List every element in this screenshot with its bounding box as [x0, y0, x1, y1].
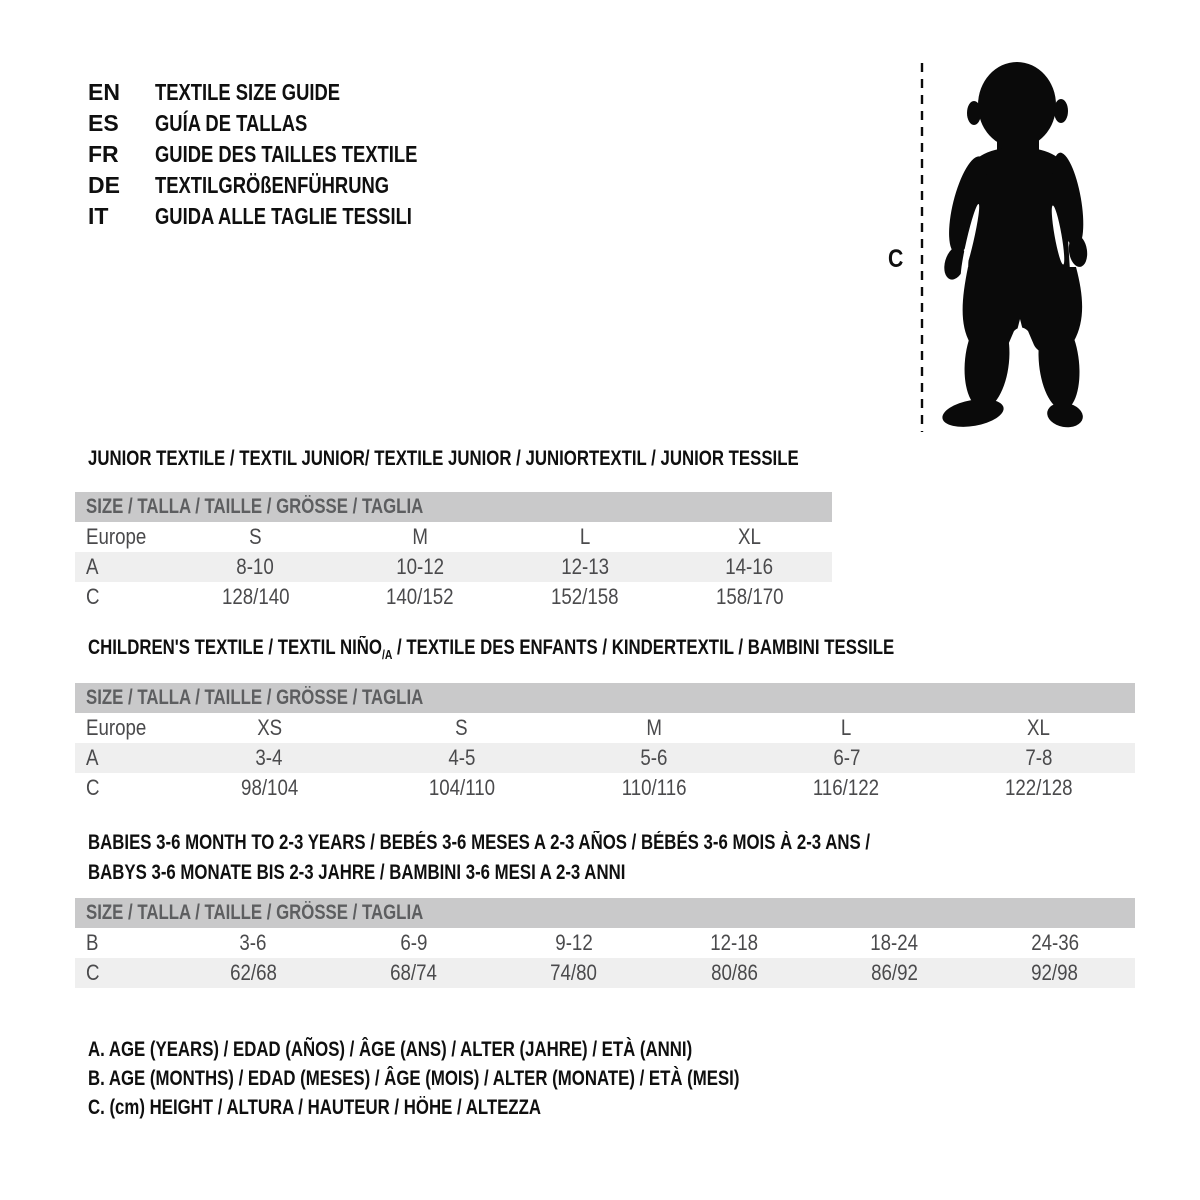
legend-line-b: B. AGE (MONTHS) / EDAD (MESES) / ÂGE (MOIS) / ALTER (MONATE) / ETÀ (MESI): [88, 1067, 740, 1090]
toddler-silhouette-image: [880, 55, 1110, 440]
legend-line-c: C. (cm) HEIGHT / ALTURA / HAUTEUR / HÖHE / ALTEZZA: [88, 1096, 541, 1119]
table-cell: 3-4: [255, 745, 283, 770]
row-label: Europe: [86, 715, 147, 740]
language-title: TEXTILE SIZE GUIDE: [155, 79, 341, 105]
row-label: C: [86, 960, 100, 985]
table-cell: 8-10: [236, 554, 275, 579]
row-label: C: [86, 775, 100, 800]
section-title-children-post: / TEXTILE DES ENFANTS / KINDERTEXTIL / BAMBINI TESSILE: [392, 636, 895, 659]
language-title: TEXTILGRÖßENFÜHRUNG: [155, 172, 390, 198]
children-size-table-body: [75, 713, 1135, 803]
table-cell: XL: [1027, 715, 1051, 740]
size-table-header-label: SIZE / TALLA / TAILLE / GRÖSSE / TAGLIA: [86, 495, 424, 518]
language-code: ES: [88, 110, 119, 136]
table-row: [75, 582, 832, 612]
table-cell: 140/152: [386, 584, 454, 609]
table-cell: 92/98: [1031, 960, 1079, 985]
junior-size-table: [75, 492, 832, 612]
table-row: [75, 958, 1135, 988]
measure-legend: [88, 1035, 902, 1122]
language-code: DE: [88, 172, 120, 198]
language-code: EN: [88, 79, 120, 105]
section-title-children: [88, 635, 894, 661]
table-cell: 68/74: [390, 960, 437, 985]
table-cell: 74/80: [550, 960, 598, 985]
language-code: IT: [88, 203, 109, 229]
table-cell: 110/116: [621, 775, 687, 800]
language-title-list: [88, 77, 483, 232]
table-cell: M: [646, 715, 662, 740]
language-code: FR: [88, 141, 119, 167]
junior-size-table-body: [75, 522, 832, 612]
children-size-table: [75, 683, 1135, 803]
table-cell: 62/68: [229, 960, 277, 985]
table-cell: S: [455, 715, 468, 740]
table-cell: 12-18: [710, 930, 759, 955]
language-title: GUÍA DE TALLAS: [155, 110, 308, 136]
table-cell: 7-8: [1025, 745, 1053, 770]
language-row: [88, 139, 483, 170]
section-title-babies-line1: BABIES 3-6 MONTH TO 2-3 YEARS / BEBÉS 3-6 MESES A 2-3 AÑOS / BÉBÉS 3-6 MOIS À 2-3 ANS /: [88, 831, 871, 854]
size-table-header: [75, 492, 832, 522]
table-cell: 5-6: [640, 745, 668, 770]
table-row: [75, 773, 1135, 803]
table-cell: 6-9: [399, 930, 428, 955]
table-cell: 152/158: [551, 584, 619, 609]
table-cell: 4-5: [448, 745, 476, 770]
table-row: [75, 713, 1135, 743]
table-row: [75, 552, 832, 582]
table-row: [75, 522, 832, 552]
table-cell: 18-24: [870, 930, 919, 955]
table-cell: S: [249, 524, 262, 549]
section-title-children-sub: /A: [381, 647, 393, 662]
table-cell: 80/86: [710, 960, 758, 985]
table-cell: 9-12: [555, 930, 593, 955]
table-cell: 6-7: [832, 745, 860, 770]
table-cell: XL: [738, 524, 762, 549]
toddler-silhouette-icon: [940, 62, 1089, 431]
table-cell: 98/104: [240, 775, 298, 800]
language-row: [88, 108, 483, 139]
table-cell: 12-13: [560, 554, 609, 579]
table-cell: M: [412, 524, 428, 549]
language-row: [88, 77, 483, 108]
height-measure-label: C: [888, 245, 904, 273]
table-row: [75, 743, 1135, 773]
size-table-header: [75, 683, 1135, 713]
row-label: Europe: [86, 524, 147, 549]
row-label: B: [86, 930, 99, 955]
table-cell: 158/170: [715, 584, 784, 609]
size-table-header: [75, 898, 1135, 928]
row-label: C: [86, 584, 100, 609]
table-cell: 116/122: [813, 775, 880, 800]
language-title: GUIDE DES TAILLES TEXTILE: [155, 141, 418, 167]
babies-size-table-body: [75, 928, 1135, 988]
table-cell: L: [841, 715, 852, 740]
section-title-children-pre: CHILDREN'S TEXTILE / TEXTIL NIÑO: [88, 636, 382, 659]
language-title: GUIDA ALLE TAGLIE TESSILI: [155, 203, 412, 229]
table-cell: 104/110: [428, 775, 495, 800]
row-label: A: [86, 745, 99, 770]
language-row: [88, 170, 483, 201]
table-cell: 14-16: [725, 554, 774, 579]
toddler-figure: [880, 55, 1110, 440]
table-cell: 86/92: [871, 960, 918, 985]
table-cell: L: [579, 524, 591, 549]
section-title-junior: JUNIOR TEXTILE / TEXTIL JUNIOR/ TEXTILE JUNIOR / JUNIORTEXTIL / JUNIOR TESSILE: [88, 447, 799, 470]
table-cell: 128/140: [221, 584, 290, 609]
size-table-header-label: SIZE / TALLA / TAILLE / GRÖSSE / TAGLIA: [86, 901, 424, 924]
language-row: [88, 201, 483, 232]
table-cell: XS: [256, 715, 282, 740]
size-table-header-label: SIZE / TALLA / TAILLE / GRÖSSE / TAGLIA: [86, 686, 424, 709]
table-row: [75, 928, 1135, 958]
table-cell: 24-36: [1030, 930, 1079, 955]
table-cell: 122/128: [1005, 775, 1073, 800]
legend-line-a: A. AGE (YEARS) / EDAD (AÑOS) / ÂGE (ANS) / ALTER (JAHRE) / ETÀ (ANNI): [88, 1038, 693, 1061]
table-cell: 3-6: [239, 930, 267, 955]
section-title-babies-line2: BABYS 3-6 MONATE BIS 2-3 JAHRE / BAMBINI 3-6 MESI A 2-3 ANNI: [88, 861, 626, 884]
table-cell: 10-12: [396, 554, 445, 579]
row-label: A: [86, 554, 99, 579]
babies-size-table: [75, 898, 1135, 988]
